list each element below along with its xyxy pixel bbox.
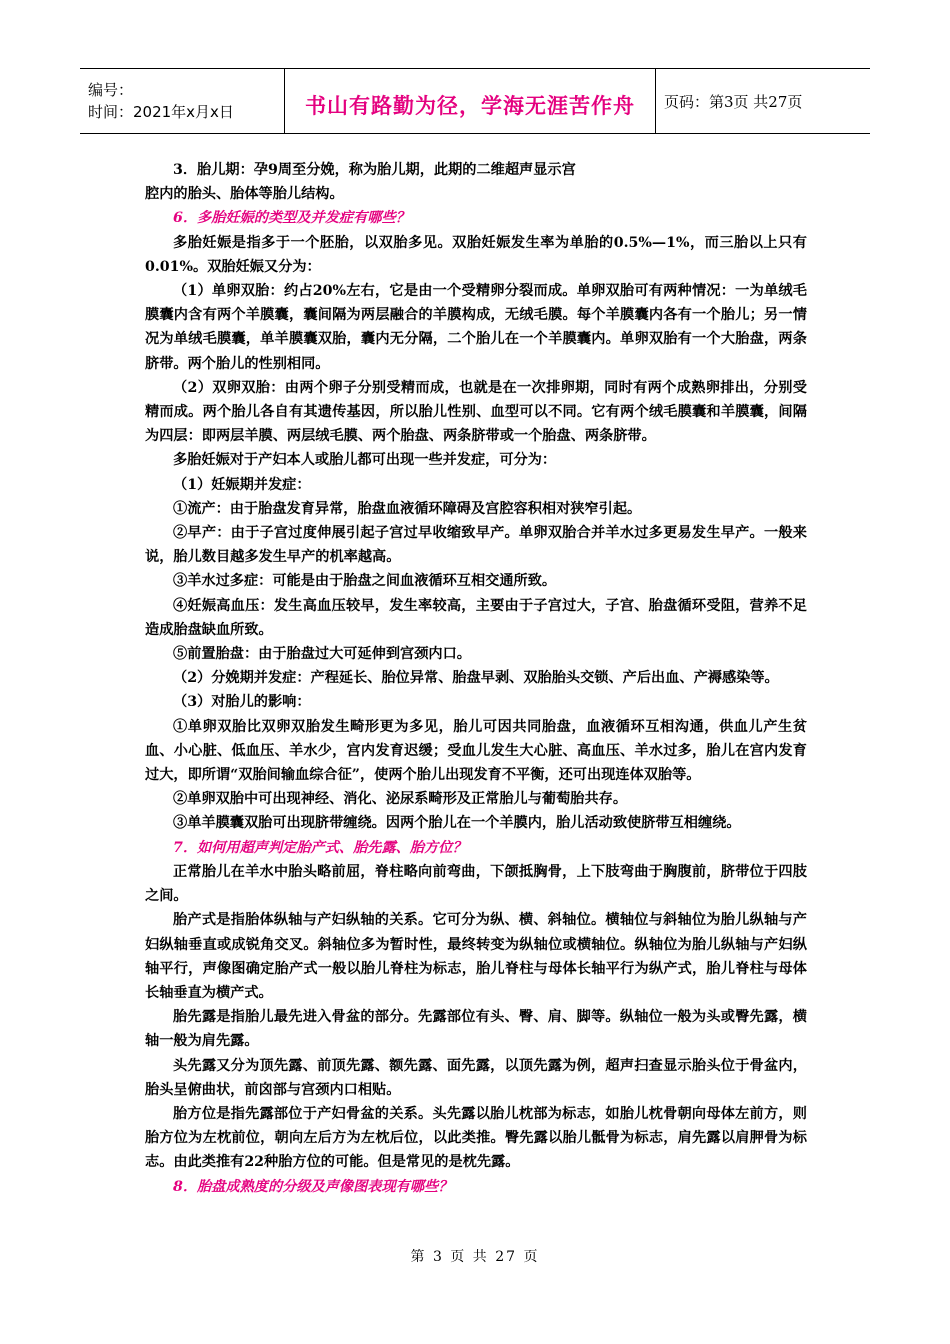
paragraph: ⑤前置胎盘：由于胎盘过大可延伸到宫颈内口。	[173, 646, 471, 663]
paragraph: 多胎妊娠对于产妇本人或胎儿都可出现一些并发症，可分为：	[173, 452, 557, 469]
document-date-label: 时间：2021年x月x日	[88, 103, 234, 121]
section-question: 7．如何用超声判定胎产式、胎先露、胎方位？	[173, 839, 467, 856]
paragraph: ③单羊膜囊双胎可出现脐带缠绕。因两个胎儿在一个羊膜内，胎儿活动致使脐带互相缠绕。	[173, 815, 741, 832]
paragraph: 头先露又分为顶先露、前顶先露、额先露、面先露，以顶先露为例，超声扫查显示胎头位于骨盆内，胎头呈俯曲状，前囟部与宫颈内口相贴。	[145, 1057, 807, 1098]
section-question: 8．胎盘成熟度的分级及声像图表现有哪些？	[173, 1178, 453, 1195]
paragraph: ④妊娠高血压：发生高血压较早，发生率较高，主要由于子宫过大，子宫、胎盘循环受阻，营养不足造成胎盘缺血所致。	[145, 597, 807, 638]
paragraph: （3）对胎儿的影响：	[173, 694, 311, 711]
paragraph: （1）妊娠期并发症：	[173, 476, 311, 493]
paragraph: 胎产式是指胎体纵轴与产妇纵轴的关系。它可分为纵、横、斜轴位。横轴位与斜轴位为胎儿纵轴与产妇纵轴垂直或成锐角交叉。斜轴位多为暂时性，最终转变为纵轴位或横轴位。纵轴位为胎儿纵轴与产妇纵轴平行，声像图确定胎产式一般以胎儿脊柱为标志，胎儿脊柱与母体长轴平行为纵产式，胎儿脊柱与母体长轴垂直为横产式。	[145, 912, 807, 1001]
paragraph: 多胎妊娠是指多于一个胚胎，以双胎多见。双胎妊娠发生率为单胎的0.5%—1%，而三胎以上只有0.01%。双胎妊娠又分为：	[145, 234, 807, 275]
page-footer: 第 3 页 共 27 页	[410, 1249, 540, 1265]
header-motto-cell	[284, 69, 656, 133]
document-number-label: 编号：	[88, 81, 134, 99]
paragraph: 腔内的胎头、胎体等胎儿结构。	[145, 186, 344, 203]
paragraph: ①单卵双胎比双卵双胎发生畸形更为多见，胎儿可因共同胎盘，血液循环互相沟通，供血儿产生贫血、小心脏、低血压、羊水少，宫内发育迟缓；受血儿发生大心脏、高血压、羊水过多，胎儿在宫内发育过大，即所谓“双胎间输血综合征”，使两个胎儿出现发育不平衡，还可出现连体双胎等。	[145, 718, 807, 784]
paragraph: （2）分娩期并发症：产程延长、胎位异常、胎盘早剥、双胎胎头交锁、产后出血、产褥感染等。	[173, 670, 779, 687]
paragraph: ②早产：由于子宫过度伸展引起子宫过早收缩致早产。单卵双胎合并羊水过多更易发生早产。一般来说，胎儿数目越多发生早产的机率越高。	[145, 525, 807, 566]
paragraph: （2）双卵双胎：由两个卵子分别受精而成，也就是在一次排卵期，同时有两个成熟卵排出，分别受精而成。两个胎儿各自有其遗传基因，所以胎儿性别、血型可以不同。它有两个绒毛膜囊和羊膜囊，间隔为四层：即两层羊膜、两层绒毛膜、两个胎盘、两条脐带或一个胎盘、两条脐带。	[145, 379, 807, 445]
paragraph: ①流产：由于胎盘发育异常，胎盘血液循环障碍及宫腔容积相对狭窄引起。	[173, 500, 642, 517]
paragraph: ②单卵双胎中可出现神经、消化、泌尿系畸形及正常胎儿与葡萄胎共存。	[173, 791, 628, 808]
header-page-cell	[656, 69, 870, 133]
paragraph: 胎先露是指胎儿最先进入骨盆的部分。先露部位有头、臀、肩、脚等。纵轴位一般为头或臀先露，横轴一般为肩先露。	[145, 1009, 807, 1050]
page-header	[80, 68, 870, 134]
header-motto: 书山有路勤为径，学海无涯苦作舟	[305, 93, 635, 118]
header-meta	[80, 69, 284, 133]
paragraph: 胎方位是指先露部位于产妇骨盆的关系。头先露以胎儿枕部为标志，如胎儿枕骨朝向母体左前方，则胎方位为左枕前位，朝向左后方为左枕后位，以此类推。臀先露以胎儿骶骨为标志，肩先露以肩胛骨为标志。由此类推有22种胎方位的可能。但是常见的是枕先露。	[145, 1105, 807, 1171]
paragraph: ③羊水过多症：可能是由于胎盘之间血液循环互相交通所致。	[173, 573, 557, 590]
paragraph: 正常胎儿在羊水中胎头略前屈，脊柱略向前弯曲，下颌抵胸骨，上下肢弯曲于胸腹前，脐带位于四肢之间。	[145, 863, 807, 905]
document-body	[145, 158, 807, 1199]
paragraph: 3．胎儿期：孕9周至分娩，称为胎儿期，此期的二维超声显示宫	[173, 162, 576, 178]
paragraph: （1）单卵双胎：约占20%左右，它是由一个受精卵分裂而成。单卵双胎可有两种情况：一为单绒毛膜囊内含有两个羊膜囊，囊间隔为两层融合的羊膜构成，无绒毛膜。每个羊膜囊内各有一个胎儿；另一情况为单绒毛膜囊，单羊膜囊双胎，囊内无分隔，二个胎儿在一个羊膜囊内。单卵双胎有一个大胎盘，两条脐带。两个胎儿的性别相同。	[145, 283, 807, 372]
header-page-label: 页码：第3页 共27页	[664, 92, 803, 111]
section-question: 6．多胎妊娠的类型及并发症有哪些？	[173, 210, 410, 227]
